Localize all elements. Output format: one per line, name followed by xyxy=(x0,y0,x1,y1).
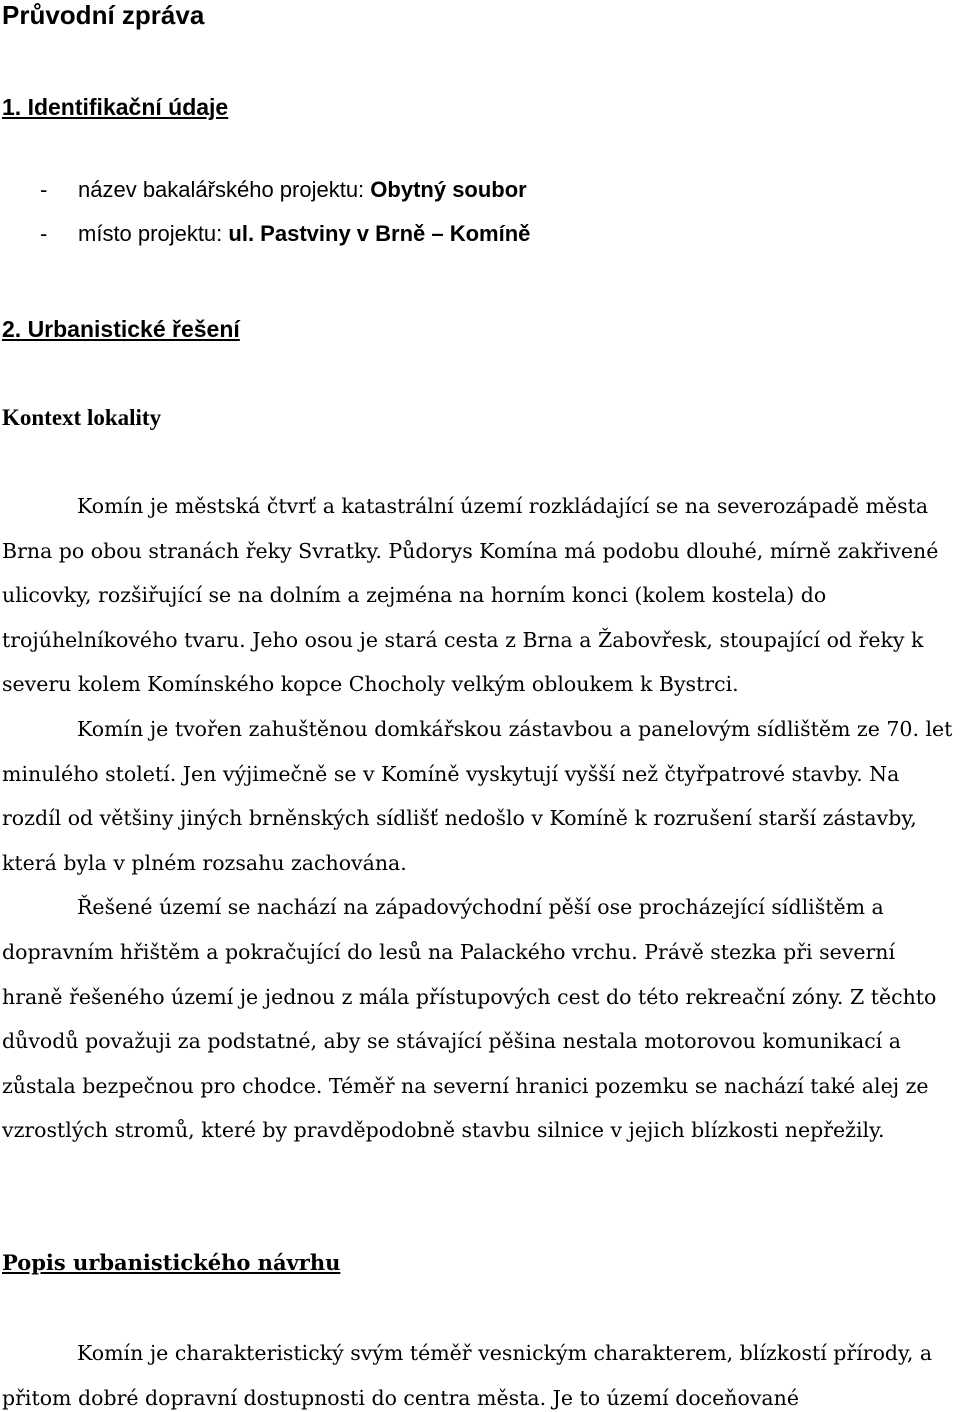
context-heading: Kontext lokality xyxy=(2,405,162,430)
context-text xyxy=(2,484,958,1153)
design-paragraph: Komín je charakteristický svým téměř vesnickým charakterem, blízkostí přírody, a přitom dobré dopravní dostupnosti do centra města. Je to území doceňované xyxy=(2,1341,933,1410)
identification-list xyxy=(40,168,530,256)
context-paragraph: Komín je tvořen zahuštěnou domkářskou zástavbou a panelovým sídlištěm ze 70. let minulého století. Jen výjimečně se v Komíně vyskytují vyšší než čtyřpatrové stavby. Na rozdíl od většiny jiných brněnských sídlišť nedošlo v Komíně k rozrušení starší zástavby, která byla v plném rozsahu zachována. xyxy=(2,716,953,875)
document-title: Průvodní zpráva xyxy=(2,0,205,30)
design-text xyxy=(2,1331,958,1412)
design-heading: Popis urbanistického návrhu xyxy=(2,1250,341,1275)
context-paragraph: Komín je městská čtvrť a katastrální území rozkládající se na severozápadě města Brna po obou stranách řeky Svratky. Půdorys Komína má podobu dlouhé, mírně zakřivené ulicovky, rozšiřující se na dolním a zejména na horním konci (kolem kostela) do trojúhelníkového tvaru. Jeho osou je stará cesta z Brna a Žabovřesk, stoupající od řeky k severu kolem Komínského kopce Chocholy velkým obloukem k Bystrci. xyxy=(2,494,939,697)
identification-value: ul. Pastviny v Brně – Komíně xyxy=(228,221,531,246)
identification-label: název bakalářského projektu: xyxy=(78,177,365,202)
identification-label: místo projektu: xyxy=(78,221,223,246)
section-2-heading: 2. Urbanistické řešení xyxy=(2,316,240,342)
section-1-heading: 1. Identifikační údaje xyxy=(2,94,229,120)
identification-item-location: - místo projektu: ul. Pastviny v Brně – Komíně xyxy=(40,221,531,246)
context-paragraph: Řešené území se nachází na západovýchodní pěší ose procházející sídlištěm a dopravním hřištěm a pokračující do lesů na Palackého vrchu. Právě stezka při severní hraně řešeného území je jednou z mála přístupových cest do této rekreační zóny. Z těchto důvodů považuji za podstatné, aby se stávající pěšina nestala motorovou komunikací a zůstala bezpečnou pro chodce. Téměř na severní hranici pozemku se nachází také alej ze vzrostlých stromů, které by pravděpodobně stavbu silnice v jejich blízkosti nepřežily. xyxy=(2,895,937,1143)
identification-item-project-name: - název bakalářského projektu: Obytný soubor xyxy=(40,177,527,202)
identification-value: Obytný soubor xyxy=(370,177,527,202)
